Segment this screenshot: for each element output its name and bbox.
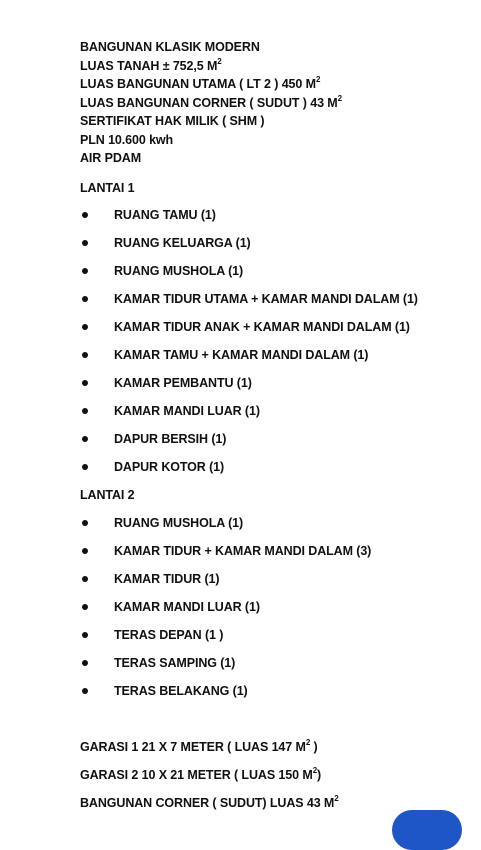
section-title-lantai-1: LANTAI 1 [80, 181, 135, 195]
bullet-icon [82, 548, 88, 554]
bullet-icon [82, 436, 88, 442]
bullet-icon [82, 296, 88, 302]
bullet-icon [82, 464, 88, 470]
bullet-icon [82, 576, 88, 582]
bullet-icon [82, 268, 88, 274]
bullet-icon [82, 520, 88, 526]
summary-line: AIR PDAM [80, 151, 142, 165]
bullet-icon [82, 324, 88, 330]
bullet-icon [82, 688, 88, 694]
bullet-icon [82, 352, 88, 358]
section-title-lantai-2: LANTAI 2 [80, 488, 135, 502]
summary-line: BANGUNAN KLASIK MODERN [80, 40, 260, 54]
property-summary [80, 38, 342, 168]
floating-action-button[interactable] [392, 810, 462, 850]
bullet-icon [82, 660, 88, 666]
bullet-icon [82, 604, 88, 610]
document-page: BANGUNAN KLASIK MODERN LUAS TANAH ± 752,5 $M^2$ LUAS BANGUNAN UTAMA ( LT 2 ) 450 $M^2$ LUAS BANGUNAN CORNER ( SUDUT ) 43 $M^2$ SERTIFIKAT HAK MILIK ( SHM ) PLN 10.600 kwh AIR PDAM LANTAI 1 RUANG TAMU (1) RUANG KELUARGA (1) RUANG MUSHOLA (1) KAMAR TIDUR UTAMA + KAMAR MANDI DALAM (1) KAMAR TIDUR ANAK + KAMAR MANDI DALAM (1) KAMAR TAMU + KAMAR MANDI DALAM (1) KAMAR PEMBANTU (1) KAMAR MANDI LUAR (1) DAPUR BERSIH (1) DAPUR KOTOR (1) LANTAI 2 RUANG MUSHOLA (1) KAMAR TIDUR + KAMAR MANDI DALAM (3) KAMAR TIDUR (1) KAMAR MANDI LUAR (1) TERAS DEPAN (1 ) TERAS SAMPING (1) TERAS BELAKANG (1) GARASI 1 21 X 7 METER ( LUAS 147 $M^2$ ) GARASI 2 10 X 21 METER ( LUAS 150 $M^2$) BANGUNAN CORNER ( SUDUT) LUAS 43 $M^2$ [0, 0, 481, 826]
summary-line: PLN 10.600 kwh [80, 132, 174, 147]
bullet-icon [82, 212, 88, 218]
summary-line: LUAS BANGUNAN UTAMA ( LT 2 ) 450 $M^2$ [80, 75, 321, 91]
bullet-icon [82, 240, 88, 246]
corner-building-line: BANGUNAN CORNER ( SUDUT) LUAS 43 $M^2$ [80, 794, 339, 810]
summary-line: LUAS BANGUNAN CORNER ( SUDUT ) 43 $M^2$ [80, 93, 342, 110]
bullet-icon [82, 380, 88, 386]
summary-line: SERTIFIKAT HAK MILIK ( SHM ) [80, 114, 265, 128]
garage-2-line: GARASI 2 10 X 21 METER ( LUAS 150 $M^2$) [80, 766, 322, 782]
summary-line: LUAS TANAH ± 752,5 $M^2$ [80, 56, 222, 73]
garage-1-line: GARASI 1 21 X 7 METER ( LUAS 147 $M^2$ ) [80, 738, 318, 754]
bullet-icon [82, 632, 88, 638]
bullet-icon [82, 408, 88, 414]
